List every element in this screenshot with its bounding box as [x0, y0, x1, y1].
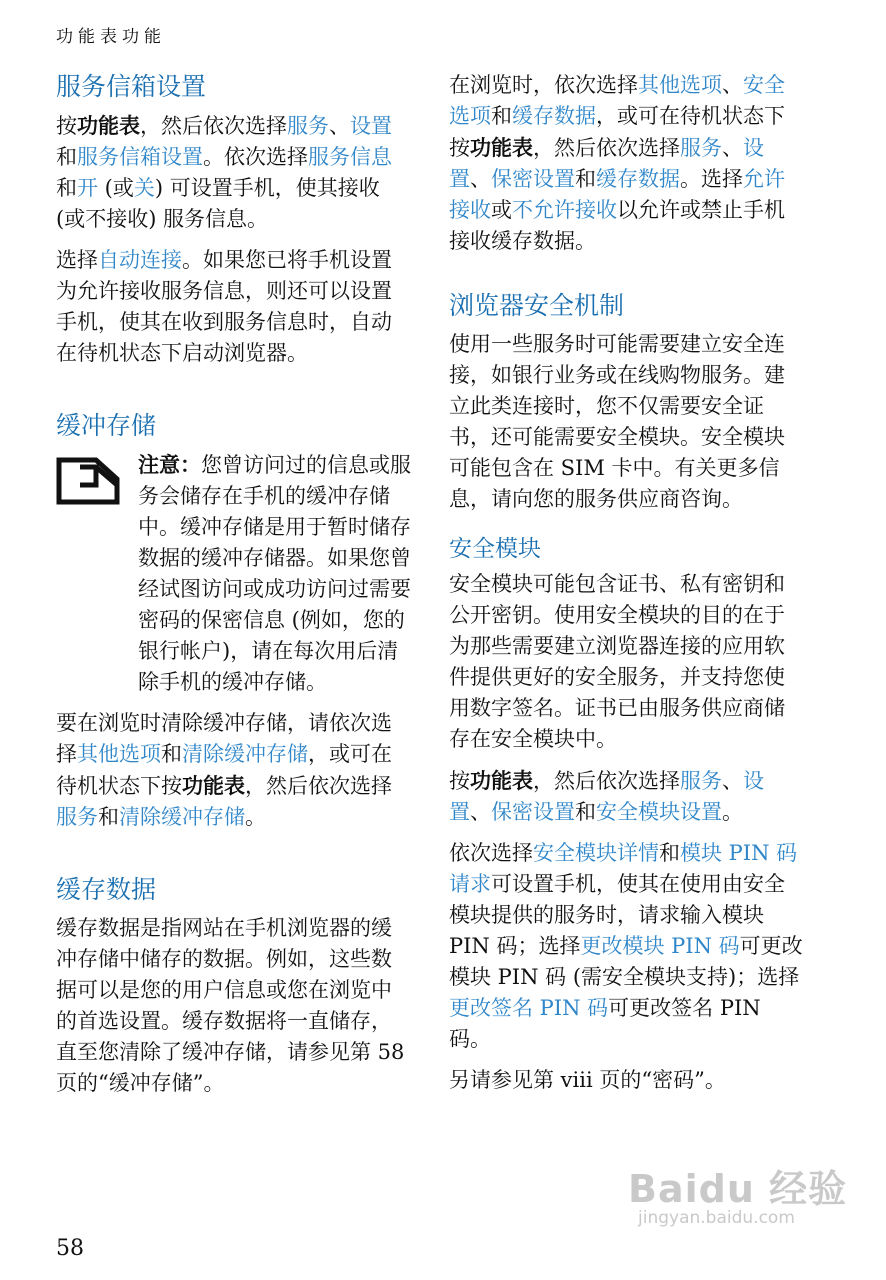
menu-link-settings: 设置: [449, 769, 764, 824]
menu-link-other-options: 其他选项: [638, 73, 722, 97]
menu-link-cookies: 缓存数据: [596, 167, 680, 191]
menu-link-services: 服务: [287, 114, 329, 138]
paragraph: 另请参见第 viii 页的“密码”。: [449, 1068, 726, 1092]
paragraph: 安全模块可能包含证书、私有密钥和公开密钥。使用安全模块的目的在于为那些需要建立浏览器连接的应用软件提供更好的安全服务，并支持您使用数字签名。证书已由服务供应商储存在安全模块中。: [449, 572, 785, 751]
paragraph: 要在浏览时清除缓冲存储，请依次选择其他选项和清除缓冲存储，或可在待机状态下按功能表，然后依次选择服务和清除缓冲存储。: [56, 711, 392, 829]
menu-link-change-signing-pin: 更改签名 PIN 码: [449, 996, 609, 1020]
paragraph: 在浏览时，依次选择其他选项、安全选项和缓存数据，或可在待机状态下按功能表，然后依次选择服务、设置、保密设置和缓存数据。选择允许接收或不允许接收以允许或禁止手机接收缓存数据。: [449, 73, 785, 253]
menu-link-service-messages: 服务信息: [308, 145, 392, 169]
running-header: 功能表功能: [56, 27, 166, 47]
menu-link-auto-connect: 自动连接: [98, 248, 182, 272]
paragraph: 选择自动连接。如果您已将手机设置为允许接收服务信息，则还可以设置手机，使其在收到服务信息时，自动在待机状态下启动浏览器。: [56, 248, 392, 365]
menu-link-services: 服务: [680, 769, 722, 793]
option-on: 开: [77, 176, 98, 200]
menu-link-clear-cache: 清除缓冲存储: [119, 805, 245, 829]
menu-link-clear-cache: 清除缓冲存储: [182, 742, 308, 766]
watermark-url: jingyan.baidu.com: [638, 1208, 795, 1228]
note-block: 注意：您曾访问过的信息或服务会储存在手机的缓冲存储中。缓冲存储是用于暂时储存数据的缓冲存储器。如果您曾经试图访问或成功访问过需要密码的保密信息 (例如，您的银行帐户)，请在每次用后清除手机的缓冲存储。: [56, 449, 412, 698]
paragraph: 按功能表，然后依次选择服务、设置、保密设置和安全模块设置。: [449, 768, 764, 824]
menu-link-inbox-settings: 服务信箱设置: [77, 145, 203, 169]
menu-link-security-settings: 保密设置: [491, 800, 575, 824]
paragraph: 使用一些服务时可能需要建立安全连接，如银行业务或在线购物服务。建立此类连接时，您不仅需要安全证书，还可能需要安全模块。安全模块可能包含在 SIM 卡中。有关更多信息，请向您的服务供应商咨询。: [449, 332, 785, 511]
section-title-cookies: 缓存数据: [56, 875, 157, 904]
option-allow: 允许接收: [449, 167, 785, 222]
menu-link-change-module-pin: 更改模块 PIN 码: [580, 934, 740, 958]
paragraph: 缓存数据是指网站在手机浏览器的缓冲存储中储存的数据。例如，这些数据可以是您的用户信息或您在浏览中的首选设置。缓存数据将一直储存，直至您清除了缓冲存储，请参见第 58 页的“缓冲存储”。: [56, 916, 405, 1095]
menu-link-module-details: 安全模块详情: [533, 841, 659, 865]
note-icon: [56, 457, 120, 505]
section-title-security-module: 安全模块: [449, 536, 541, 562]
section-title-cache: 缓冲存储: [56, 411, 157, 440]
menu-link-settings: 设置: [449, 136, 764, 191]
right-column: [449, 70, 805, 1106]
menu-link-module-pin-request: 模块 PIN 码请求: [449, 841, 798, 896]
left-column: [56, 70, 412, 1109]
option-off: 关: [133, 176, 155, 200]
menu-link-cookies: 缓存数据: [512, 104, 596, 128]
menu-link-security-options: 安全选项: [449, 73, 785, 128]
option-disallow: 不允许接收: [512, 198, 617, 222]
menu-link-services: 服务: [680, 136, 722, 160]
paragraph: 按功能表，然后依次选择服务、设置和服务信箱设置。依次选择服务信息和开 (或关) 可设置手机，使其接收 (或不接收) 服务信息。: [56, 113, 392, 231]
section-title-service-inbox: 服务信箱设置: [56, 72, 207, 101]
menu-link-other-options: 其他选项: [77, 742, 161, 766]
menu-link-services: 服务: [56, 805, 98, 829]
section-title-browser-security: 浏览器安全机制: [449, 291, 625, 320]
paragraph: 依次选择安全模块详情和模块 PIN 码请求可设置手机，使其在使用由安全模块提供的服务时，请求输入模块 PIN 码；选择更改模块 PIN 码可更改模块 PIN 码 (需安全模块支持)；选择更改签名 PIN 码可更改签名 PIN 码。: [449, 841, 803, 1051]
menu-link-security-settings: 保密设置: [491, 167, 575, 191]
watermark-logo: Baidu 经验: [628, 1167, 848, 1211]
page-number: 58: [56, 1236, 84, 1261]
menu-link-settings: 设置: [350, 114, 392, 138]
menu-link-security-module-settings: 安全模块设置: [596, 800, 722, 824]
